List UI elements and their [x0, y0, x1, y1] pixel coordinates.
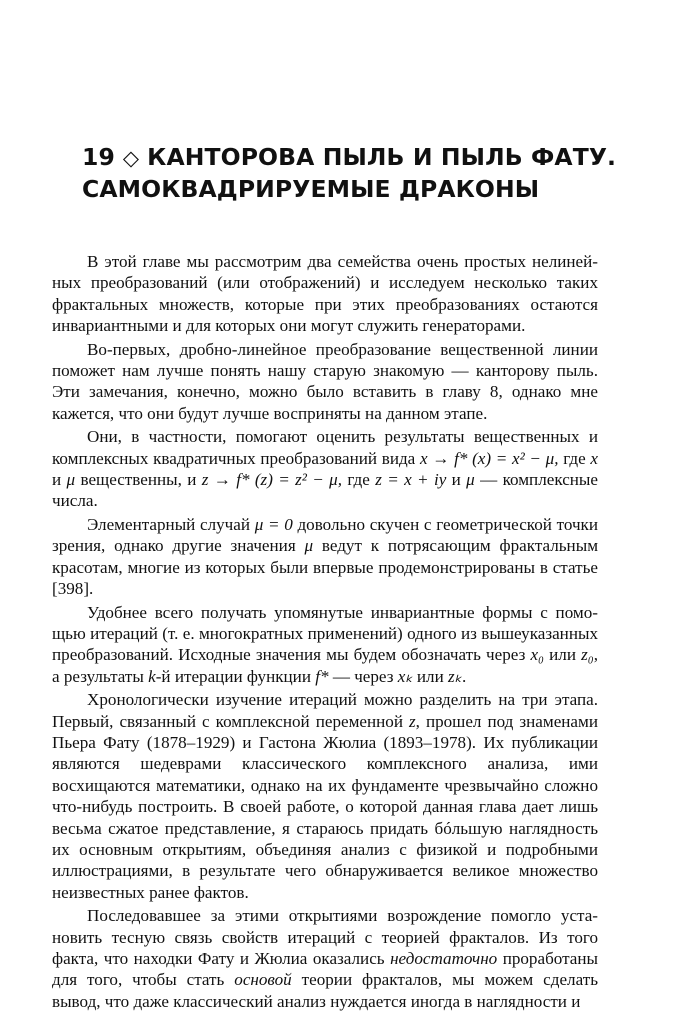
math-x0: x₀: [530, 645, 544, 665]
math-xk: xₖ: [397, 666, 413, 686]
p3-text-7: — комплексные числа.: [52, 470, 599, 511]
math-mu: μ: [66, 470, 76, 490]
paragraph-1: В этой главе мы рассмотрим два семейства очень простых нелинейных преобразований (или отображений) и исследуем несколько таких фрактальных множеств, которые при этих преобразованиях остаются инвариантными и для которых они могут служить генераторами.: [52, 252, 598, 336]
math-zk: zₖ: [448, 666, 462, 686]
p4-text-3: ведут к потрясающим фрактальным красотам, многие из которых были впервые продемонстрированы в статье [398].: [52, 536, 599, 599]
p3-text-6: и: [446, 470, 467, 490]
p5-text-6: или: [412, 666, 449, 686]
p7-text-1: Последовавшее за этими открытиями возрождение помогло установить тесную связь свойств итераций с теорией фракталов. Из того факта, что находки Фату и Жюлиа оказались: [52, 906, 598, 968]
p4-text-1: Элементарный случай: [87, 514, 255, 534]
math-fstar: f*: [315, 666, 329, 686]
paragraph-7: [52, 905, 598, 1012]
p5-text-7: .: [461, 666, 467, 686]
math-k: k: [148, 666, 156, 686]
formula-real-map: x → f* (x) = x² − μ,: [419, 448, 559, 468]
p4-text-2: довольно скучен с геометрической точки зрения, однако другие значения: [52, 514, 599, 556]
paragraph-3: [52, 426, 598, 512]
emphasis-insufficiently: недостаточно: [390, 949, 498, 968]
chapter-title: [82, 142, 642, 205]
emphasis-basis: основой: [234, 970, 292, 990]
p5-text-4: -й итерации функции: [155, 666, 316, 686]
formula-z-def: z = x + iy: [375, 470, 447, 490]
p3-text-4: вещественны, и: [75, 470, 202, 490]
p6-text-1: Хронологически изучение итераций можно разделить на три этапа. Первый, связанный с комплексной переменной: [52, 690, 598, 731]
chapter-number: 19: [82, 143, 115, 171]
p5-text-2: или: [544, 645, 582, 665]
paragraph-5: [52, 602, 598, 688]
p3-text-3: и: [52, 470, 67, 490]
math-x: x: [590, 448, 598, 468]
p7-text-3: теории фракталов, мы можем сделать вывод, что даже классический анализ нуждается иногда в наглядности и: [52, 970, 598, 1011]
chapter-body: [52, 251, 598, 1012]
chapter-title-line-2: САМОКВАДРИРУЕМЫЕ ДРАКОНЫ: [82, 175, 540, 203]
p5-text-1: Удобнее всего получать упомянутые инвариантные формы с помощью итераций (т. е. многократных применений) одного из вышеуказанных преобразований. Исходные значения мы будем обозначать через: [52, 602, 598, 665]
math-z: z: [409, 711, 416, 731]
paragraph-6: [52, 689, 598, 903]
math-z0: z₀: [581, 645, 594, 665]
p3-text-5: где: [342, 470, 376, 490]
paragraph-2: Во-первых, дробно-линейное преобразование вещественной линии поможет нам лучше понять нашу старую знакомую — канторову пыль. Эти замечания, конечно, можно было вставить в главу 8, однако мне кажется, что они будут лучше восприняты на данном этапе.: [52, 339, 598, 423]
p3-text-1: Они, в частности, помогают оценить результаты вещественных и комплексных квадратичных преобразований вида: [52, 427, 598, 468]
math-mu-2: μ: [466, 470, 475, 490]
math-mu-3: μ: [304, 536, 314, 556]
p7-text-2: проработаны для того, чтобы стать: [52, 949, 598, 990]
formula-mu-zero: μ = 0: [254, 514, 293, 534]
chapter-title-text-1: КАНТОРОВА ПЫЛЬ И ПЫЛЬ ФАТУ.: [147, 143, 617, 171]
p6-text-2: , прошел под знаменами Пьера Фату (1878–1929) и Гастона Жюлиа (1893–1978). Их публикации являются шедеврами классического комплексного анализа, ими восхищаются математики, однако на их фундаменте чрезвычайно сложно что-нибудь построить. В своей работе, о которой данная глава дает лишь весьма сжатое представление, я стараюсь придать бóльшую наглядность их основным открытиям, объединяя анализ с физикой и подробными иллюстрациями, в результате чего обнаруживается великое множество неизвестных ранее фактов.: [52, 711, 598, 902]
p3-text-2: где: [558, 448, 591, 468]
formula-complex-map: z → f* (z) = z² − μ,: [201, 470, 343, 490]
chapter-title-line-1: [82, 142, 642, 174]
diamond-icon: ◇: [122, 146, 140, 170]
paragraph-4: [52, 514, 598, 600]
p5-text-3: , а результаты: [52, 645, 598, 686]
p5-text-5: — через: [328, 666, 398, 686]
